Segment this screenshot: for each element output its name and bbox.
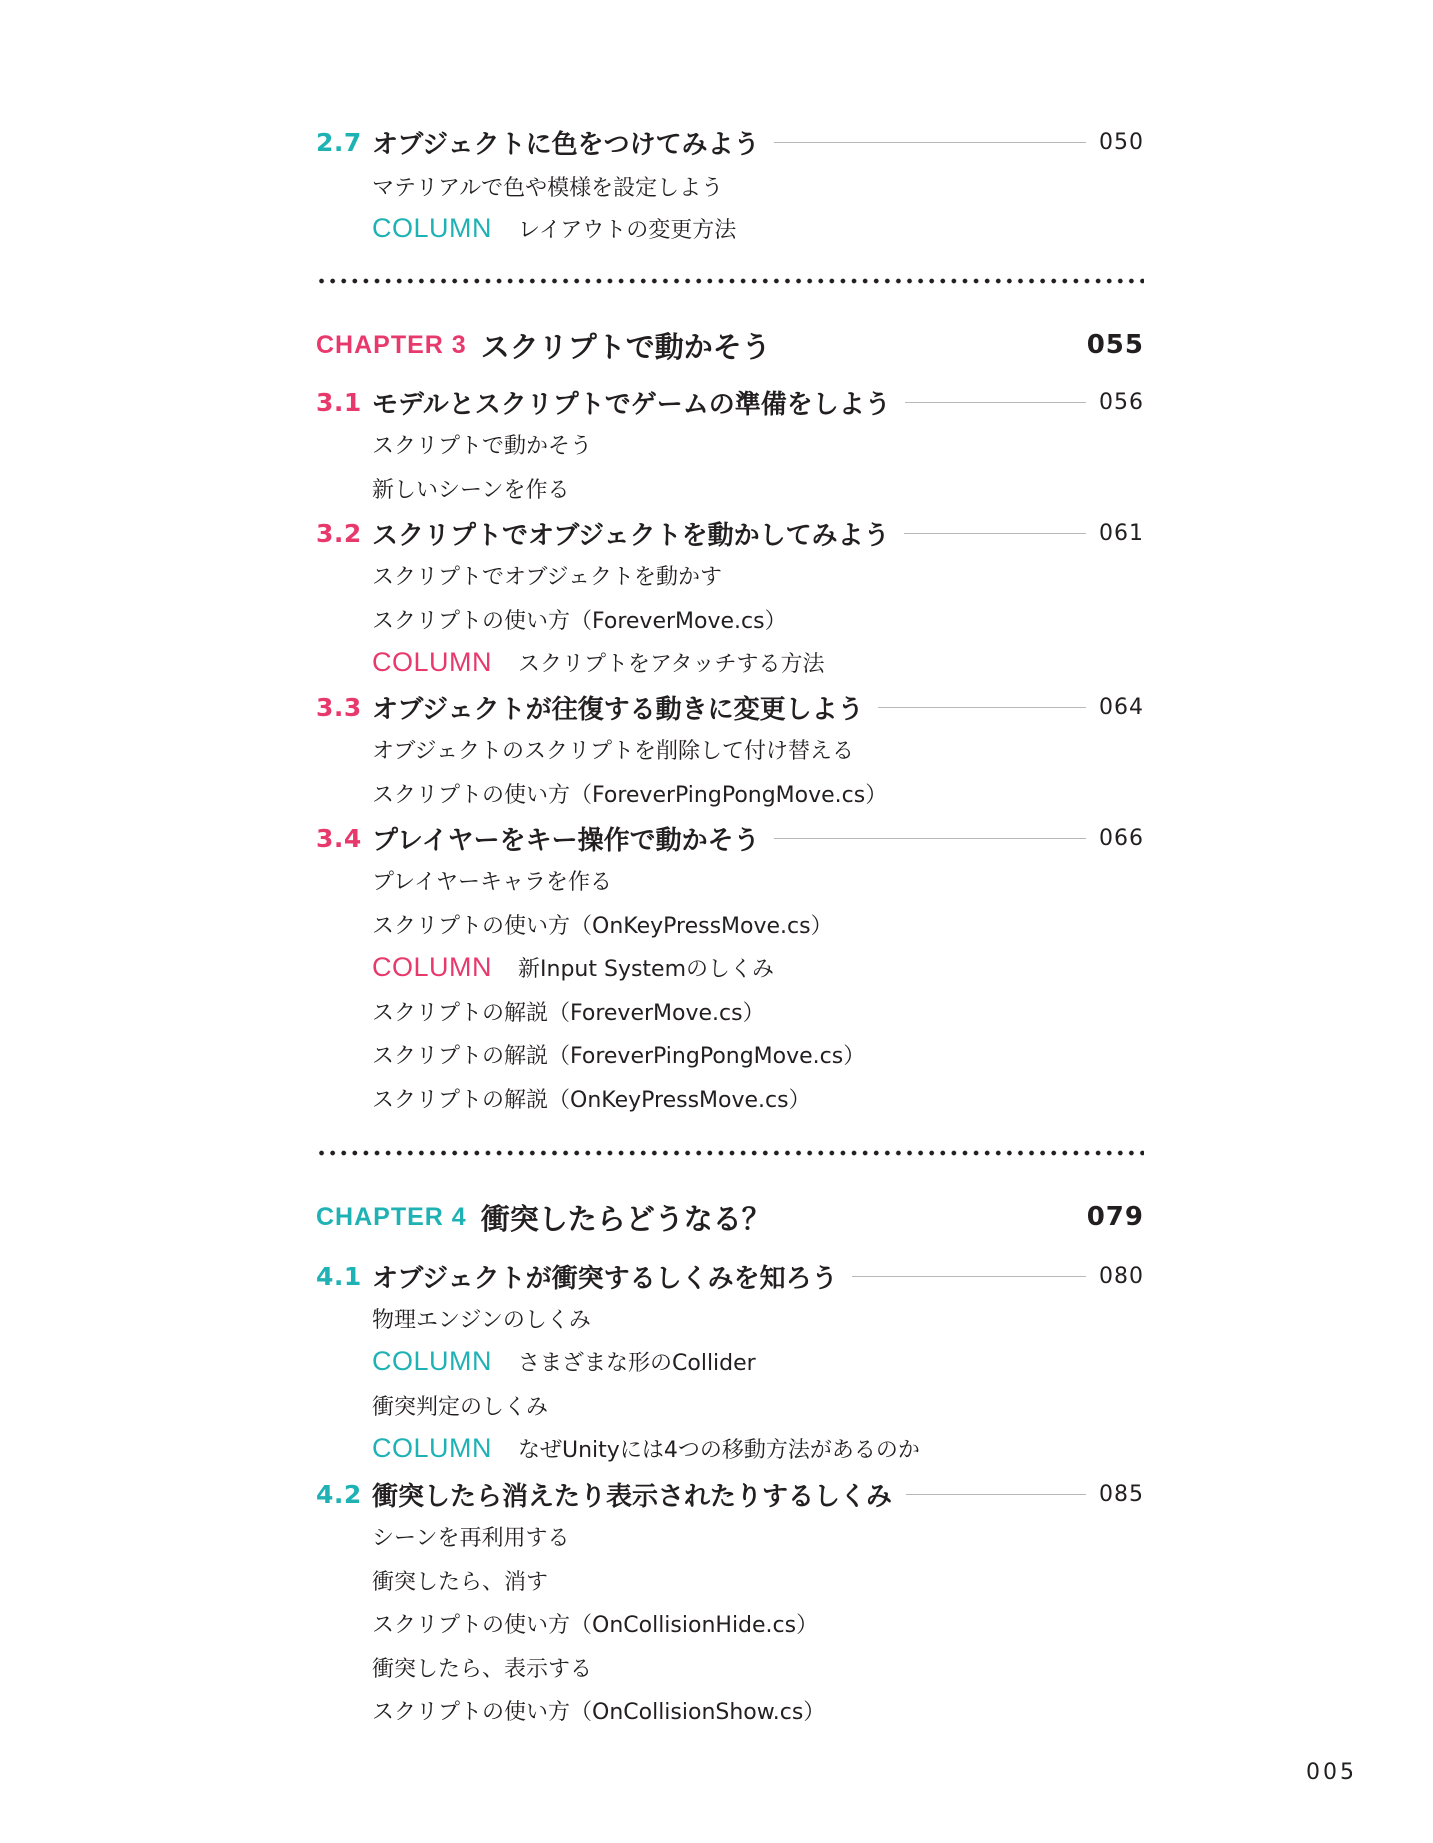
column-label: COLUMN [372,951,493,982]
toc-item[interactable]: スクリプトの解説（ForeverPingPongMove.cs） [372,1043,866,1069]
leader-line [852,1276,1086,1277]
toc-column-item[interactable] [372,1343,756,1379]
toc-item[interactable]: プレイヤーキャラを作る [372,869,613,895]
dotted-divider [316,1150,1144,1156]
toc-column-item[interactable] [372,949,774,985]
column-title: なぜUnityには4つの移動方法があるのか [518,1437,920,1463]
section-number: 4.1 [316,1261,362,1291]
chapter-label: CHAPTER 3 [316,330,467,359]
leader-line [878,707,1086,708]
toc-item[interactable]: オブジェクトのスクリプトを削除して付け替える [372,738,855,764]
toc-item[interactable]: スクリプトの使い方（OnCollisionHide.cs） [372,1612,819,1638]
chapter-title: 衝突したらどうなる？ [480,1201,771,1236]
section-page-number: 080 [1099,1263,1144,1289]
leader-line [905,402,1086,403]
section-number: 3.3 [316,692,362,722]
chapter-title: スクリプトで動かそう [480,329,771,364]
chapter-3-heading[interactable] [316,320,1144,370]
section-page-number: 066 [1099,825,1144,851]
section-number: 2.7 [316,127,362,157]
column-title: 新Input Systemのしくみ [518,956,775,982]
leader-line [906,1494,1086,1495]
column-label: COLUMN [372,212,493,243]
column-title: レイアウトの変更方法 [518,217,737,243]
page-number: 005 [1306,1760,1357,1785]
column-label: COLUMN [372,1345,493,1376]
toc-item[interactable]: スクリプトの使い方（OnKeyPressMove.cs） [372,913,833,939]
toc-item[interactable]: 物理エンジンのしくみ [372,1307,591,1333]
toc-item[interactable]: スクリプトの使い方（OnCollisionShow.cs） [372,1699,826,1725]
dotted-divider [316,278,1144,284]
toc-section-3-1[interactable] [316,382,1144,422]
leader-line [774,142,1086,143]
section-page-number: 085 [1099,1481,1144,1507]
toc-column-item[interactable] [372,210,736,246]
section-title: プレイヤーをキー操作で動かそう [372,825,760,856]
section-page-number: 050 [1099,129,1144,155]
toc-section-3-2[interactable] [316,513,1144,553]
section-title: モデルとスクリプトでゲームの準備をしよう [372,389,891,420]
toc-section-4-1[interactable] [316,1256,1144,1296]
column-label: COLUMN [372,1432,493,1463]
toc-item[interactable]: 衝突したら、表示する [372,1656,593,1682]
toc-item[interactable]: スクリプトの解説（OnKeyPressMove.cs） [372,1087,811,1113]
toc-item[interactable]: マテリアルで色や模様を設定しよう [372,175,724,201]
section-number: 4.2 [316,1479,362,1509]
section-page-number: 061 [1099,520,1144,546]
toc-item[interactable]: シーンを再利用する [372,1525,570,1551]
toc-item[interactable]: スクリプトの解説（ForeverMove.cs） [372,1000,765,1026]
column-title: スクリプトをアタッチする方法 [518,651,825,677]
toc-item[interactable]: 新しいシーンを作る [372,477,570,503]
chapter-page-number: 079 [1086,1202,1144,1232]
section-number: 3.2 [316,518,362,548]
toc-item[interactable]: スクリプトでオブジェクトを動かす [372,564,723,590]
section-number: 3.4 [316,823,362,853]
toc-item[interactable]: スクリプトの使い方（ForeverPingPongMove.cs） [372,782,888,808]
section-number: 3.1 [316,387,362,417]
column-title: さまざまな形のCollider [518,1350,756,1376]
section-title: 衝突したら消えたり表示されたりするしくみ [372,1481,893,1512]
toc-section-3-3[interactable] [316,687,1144,727]
chapter-label: CHAPTER 4 [316,1202,467,1231]
column-label: COLUMN [372,646,493,677]
section-title: スクリプトでオブジェクトを動かしてみよう [372,520,890,551]
section-title: オブジェクトが衝突するしくみを知ろう [372,1263,838,1294]
leader-line [904,533,1086,534]
toc-column-item[interactable] [372,644,824,680]
toc-section-4-2[interactable] [316,1474,1144,1514]
section-title: オブジェクトが往復する動きに変更しよう [372,694,864,725]
section-title: オブジェクトに色をつけてみよう [372,129,760,160]
toc-column-item[interactable] [372,1430,920,1466]
toc-item[interactable]: スクリプトで動かそう [372,433,593,459]
toc-section-2-7[interactable] [316,122,1144,162]
toc-section-3-4[interactable] [316,818,1144,858]
chapter-4-heading[interactable] [316,1192,1144,1242]
section-page-number: 056 [1099,389,1144,415]
toc-item[interactable]: 衝突判定のしくみ [372,1394,549,1420]
leader-line [774,838,1086,839]
section-page-number: 064 [1099,694,1144,720]
toc-item[interactable]: 衝突したら、消す [372,1569,549,1595]
toc-item[interactable]: スクリプトの使い方（ForeverMove.cs） [372,608,787,634]
chapter-page-number: 055 [1086,330,1144,360]
